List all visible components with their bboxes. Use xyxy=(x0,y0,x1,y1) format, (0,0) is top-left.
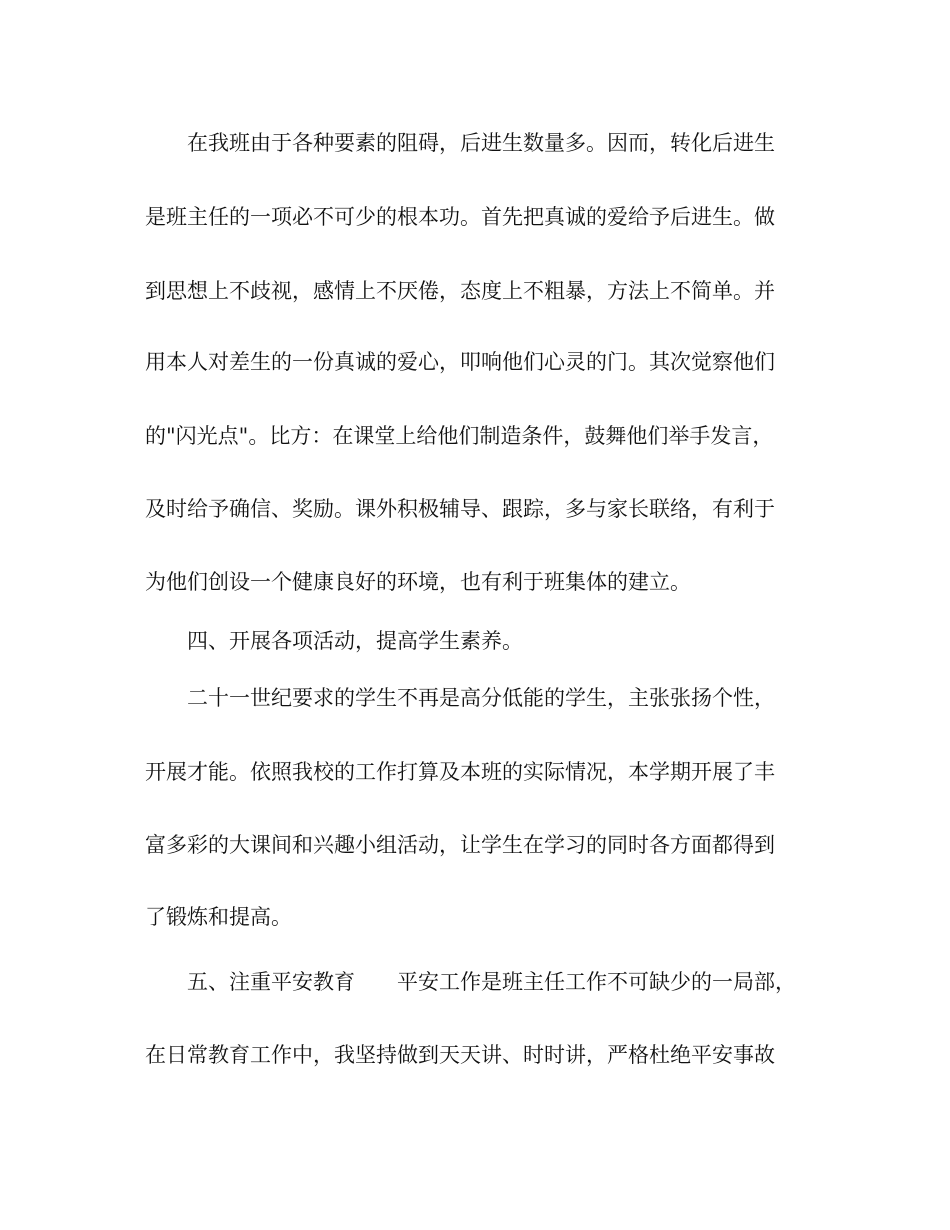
paragraph-line-6: 及时给予确信、奖励。课外积极辅导、跟踪，多与家长联络，有利于 xyxy=(145,497,775,521)
paragraph-line-3: 到思想上不歧视，感情上不厌倦，态度上不粗暴，方法上不简单。并 xyxy=(145,279,775,303)
paragraph-line-8: 二十一世纪要求的学生不再是高分低能的学生，主张张扬个性， xyxy=(187,686,775,710)
paragraph-line-4: 用本人对差生的一份真诚的爱心，叩响他们心灵的门。其次觉察他们 xyxy=(145,350,775,374)
paragraph-line-10: 富多彩的大课间和兴趣小组活动，让学生在学习的同时各方面都得到 xyxy=(145,833,775,857)
section-heading-5: 五、注重平安教育 平安工作是班主任工作不可缺少的一局部， xyxy=(187,970,796,994)
paragraph-line-9: 开展才能。依照我校的工作打算及本班的实际情况，本学期开展了丰 xyxy=(145,760,775,784)
paragraph-line-7: 为他们创设一个健康良好的环境，也有利于班集体的建立。 xyxy=(145,570,691,594)
paragraph-line-11: 了锻炼和提高。 xyxy=(145,905,292,929)
paragraph-line-5: 的"闪光点"。比方：在课堂上给他们制造条件，鼓舞他们举手发言， xyxy=(145,424,774,448)
paragraph-line-1: 在我班由于各种要素的阻碍，后进生数量多。因而，转化后进生 xyxy=(187,131,775,155)
section-heading-4: 四、开展各项活动，提高学生素养。 xyxy=(187,629,523,653)
paragraph-line-2: 是班主任的一项必不可少的根本功。首先把真诚的爱给予后进生。做 xyxy=(145,205,775,229)
paragraph-line-12: 在日常教育工作中，我坚持做到天天讲、时时讲，严格杜绝平安事故 xyxy=(145,1043,775,1067)
